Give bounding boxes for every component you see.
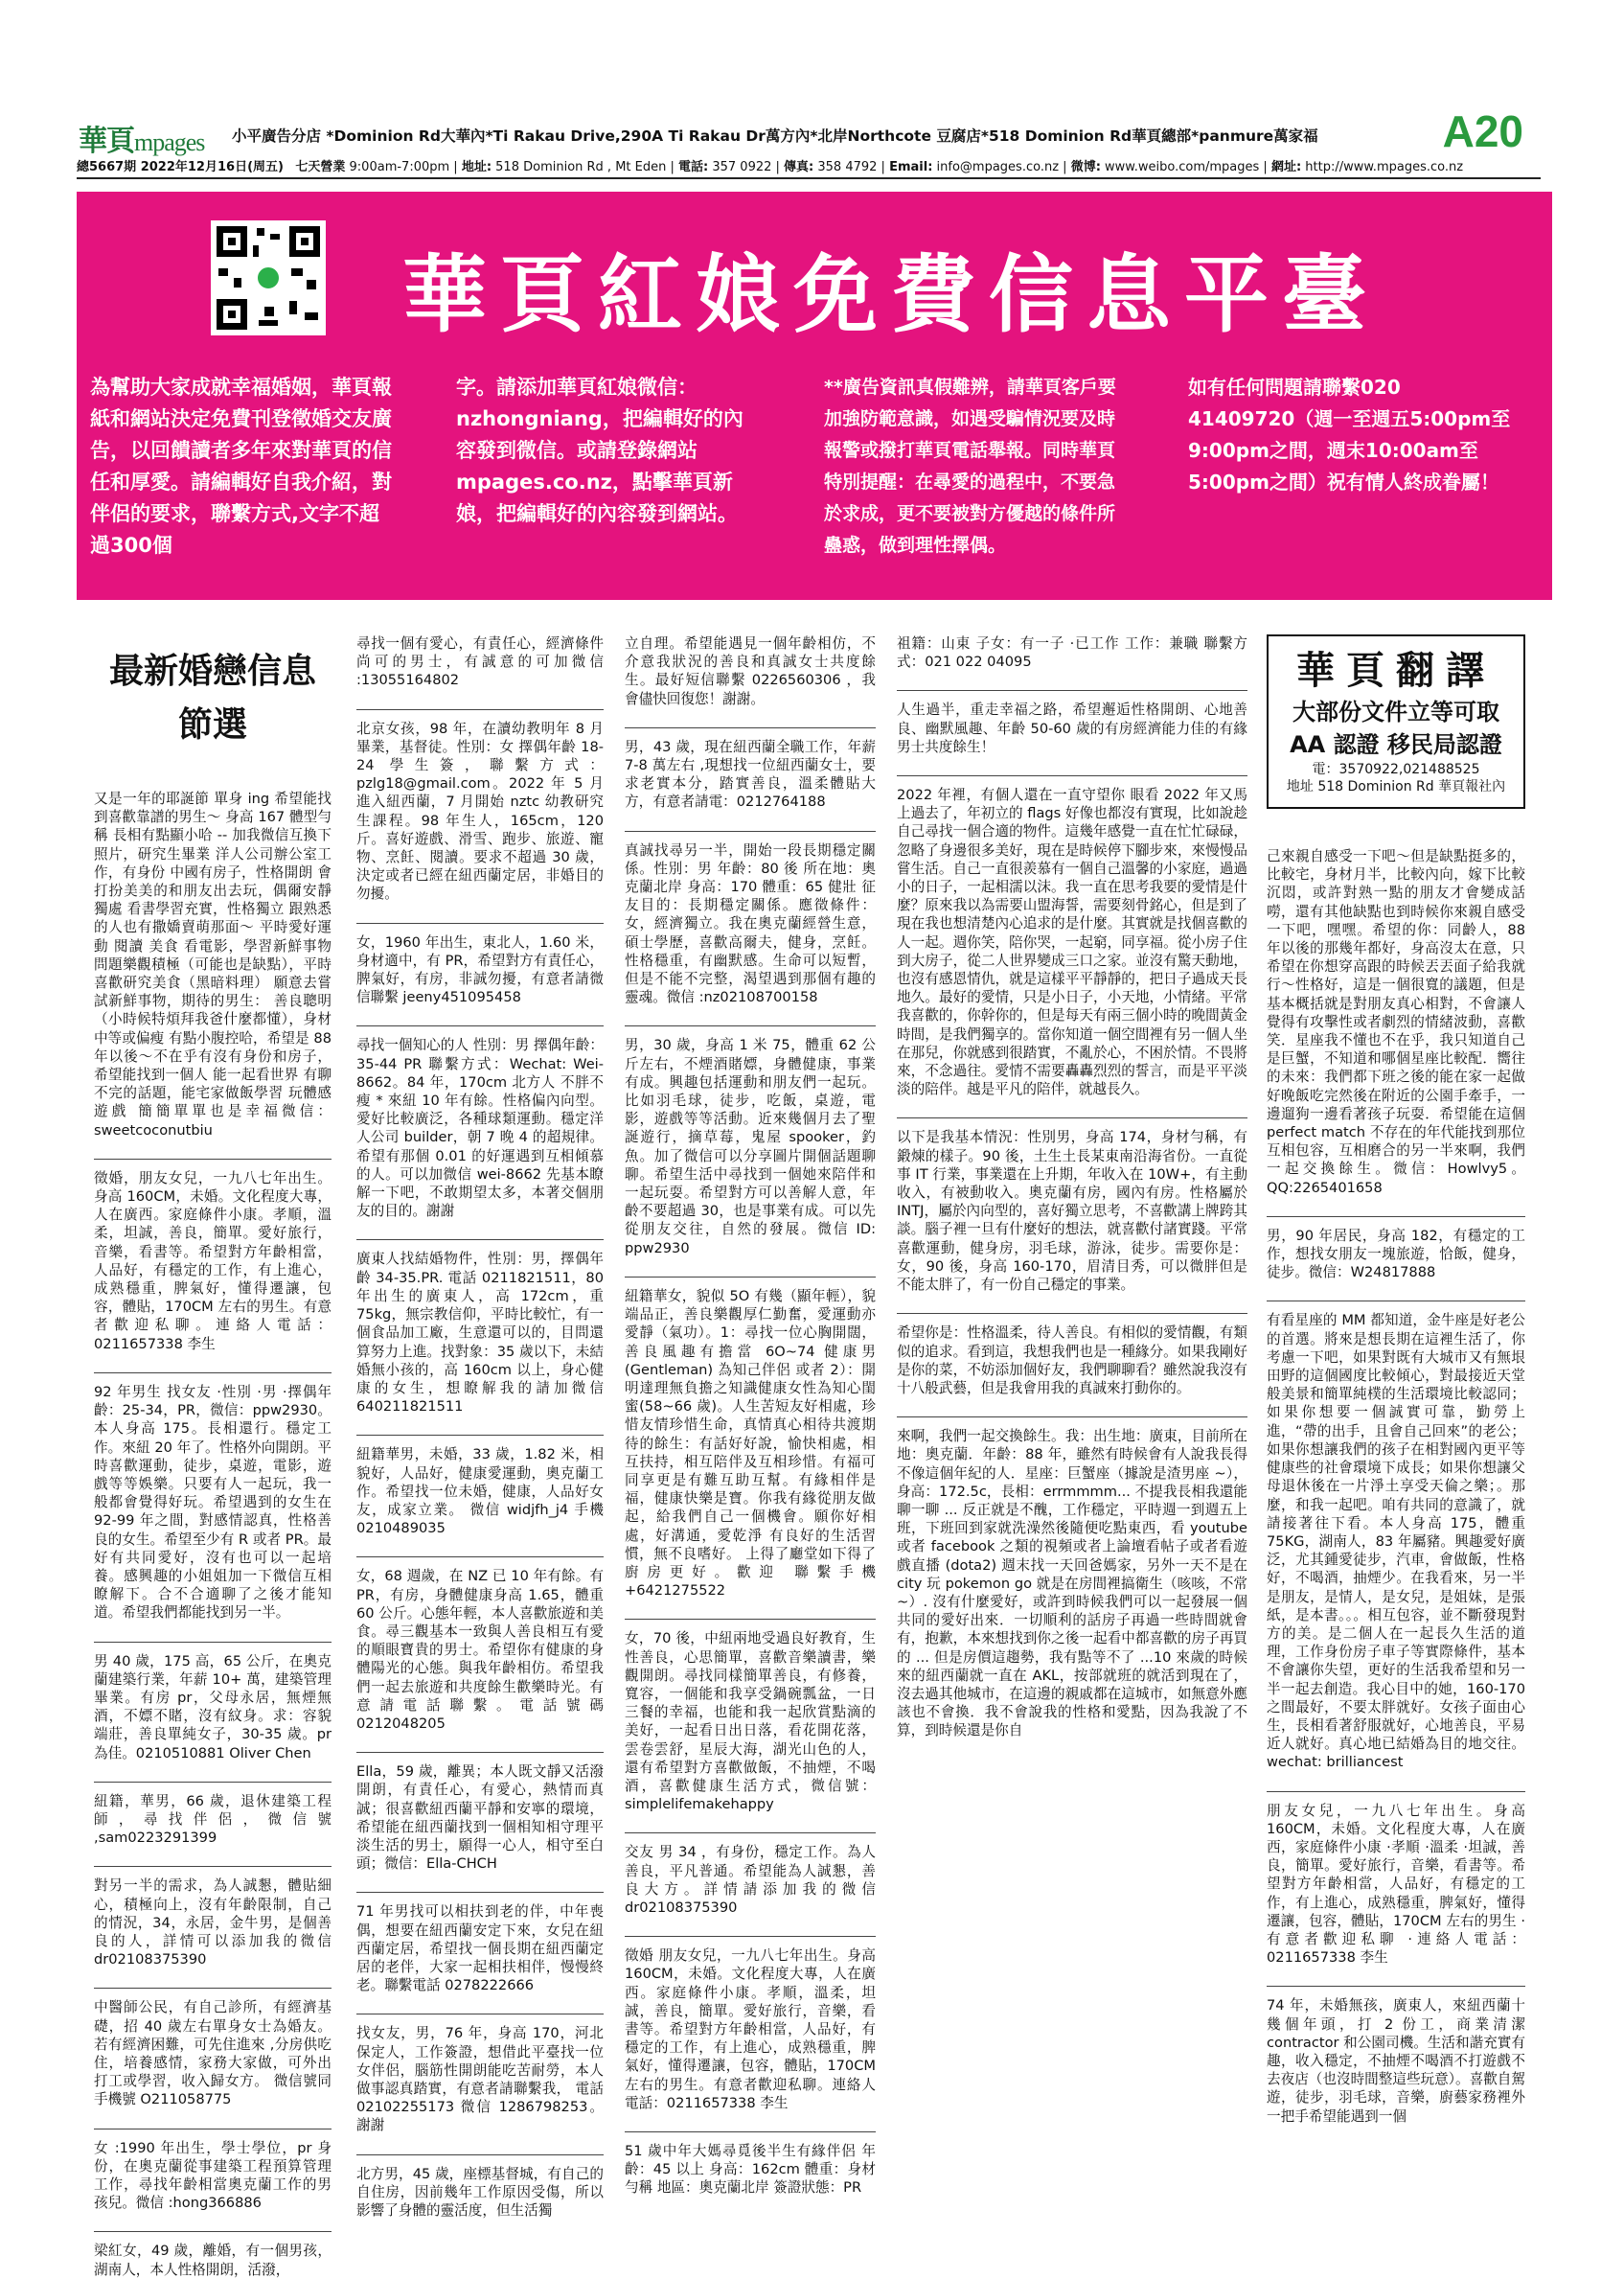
site: http://www.mpages.co.nz	[1305, 160, 1464, 174]
phone: 357 0922	[712, 160, 772, 174]
listing-column-4	[897, 634, 1247, 2244]
listing-divider	[625, 1025, 876, 1026]
personal-ad: 女，70 後，中紐兩地受過良好教育，生性善良，心思簡單，喜歡音樂讀書，樂觀開朗。尋找同樣簡單善良，有修養，寬容，一個能和我享受鍋碗瓢盆，一日三餐的幸福，也能和我一起欣賞點滴的美好，一起看日出日落，看花開花落，雲卷雲舒，星辰大海，湖光山色的人，還有希望對方喜歡做飯，不抽煙，不喝酒，喜歡健康生活方式，微信號：simplelifemakehappy	[625, 1630, 876, 1813]
hours: 9:00am-7:00pm	[349, 160, 450, 174]
personal-ad: 男，30 歲，身高 1 米 75，體重 62 公斤左右，不煙酒賭嫖，身體健康，事業有成。興趣包括運動和朋友們一起玩。比如羽毛球，徒步，吃飯，桌遊，電影，遊戲等等活動。近來幾個月去了聖誕遊行，摘草莓，鬼屋 spooker，釣魚。加了微信可以分享圖片開個話題聊聊。希望生活中尋找到一個她來陪伴和一起玩耍。希望對方可以善解人意，年齡不要超過 30，也是事業有成。可以先從朋友交往，自然的發展。微信 ID: ppw2930	[625, 1037, 876, 1256]
banner-title: 華頁紅娘免費信息平臺	[402, 245, 1381, 344]
personal-ad: 找女友，男，76 年，身高 170，河北保定人，工作簽證，想借此平臺找一位女伴侶，腦筋性開朗能吃苦耐勞，本人做事認真踏實，有意者請聯繫我， 電話 02102255173 微信 1286798253。謝謝	[356, 2025, 604, 2134]
translation-line-2: AA 認證 移民局認證	[1290, 731, 1502, 758]
personal-ad: 71 年男找可以相扶到老的伴，中年喪偶，想要在紐西蘭安定下來，女兒在紐西蘭定居，希望找一個長期在紐西蘭定居的老伴，大家一起相扶相伴，慢慢終老。聯繫電話 0278222666	[356, 1903, 604, 1994]
listing-divider	[625, 2131, 876, 2132]
personal-ad: 人生過半，重走幸福之路，希望邂逅性格開朗、心地善良、幽默風趣、年齡 50-60 歲的有房經濟能力佳的有緣男士共度餘生！	[897, 702, 1247, 755]
listing-divider	[897, 690, 1247, 691]
listing-divider	[356, 1892, 604, 1893]
weibo: www.weibo.com/mpages	[1105, 160, 1260, 174]
listing-divider	[356, 1752, 604, 1753]
personal-ad: 來啊，我們一起交換餘生。我：出生地：廣東，目前所在地：奧克蘭．年齡：88 年，雖然有時候會有人說我長得不像這個年紀的人．星座：巨蟹座（據說是渣男座 ~），身高：172.5c，長相：errmmmm... 不提我長相我還能聊一聊 ... 反正就是不醜，工作穩定，平時週一到週五上班，下班回到家就洗澡然後隨便吃點東西，看 youtube 或者 facebook 之類的視頻或者上論壇看帖子或者看遊戲直播 (dota2) 週末找一天回爸媽家，另外一天不是在 city 玩 pokemon go 就是在房間裡搞衛生（咳咳，不常 ~）. 沒有什麼愛好，或許到時候我們可以一起發展一個共同的愛好出來．一切順利的話房子再過一些時間就會有，抱歉，本來想找到你之後一起看中都喜歡的房子再買的 ... 但是房價這趨勢，我有點等不了 ...10 來歲的時候來的紐西蘭就一直在 AKL，按部就班的就活到現在了，沒去過其他城市，在這邊的親戚都在這城市，如無意外應該也不會換．我不會說我的性格和愛點，因為我說了不算，到時候還是你自	[897, 1428, 1247, 1739]
listing-divider	[897, 1416, 1247, 1417]
address-label: 地址:	[461, 160, 492, 174]
listing-divider	[94, 1988, 332, 1989]
listing-divider	[625, 727, 876, 728]
personal-ad: 紐籍，華男，66 歲，退休建築工程師，尋找伴侶，微信號 ,sam0223291399	[94, 1792, 332, 1847]
personal-ad: 女 :1990 年出生，學士學位，pr 身份，在奧克蘭從事建築工程預算管理工作，尋找年齡相當奧克蘭工作的男孩兒。微信 :hong366886	[94, 2139, 332, 2212]
listing-divider	[356, 1556, 604, 1557]
listing-divider	[94, 1782, 332, 1783]
listing-divider	[625, 1832, 876, 1833]
banner-warning: **廣告資訊真假難辨，請華頁客戶要加強防範意識，如遇受騙情況要及時報警或撥打華頁電話舉報。同時華頁特別提醒：在尋愛的過程中，不要急於求成，更不要被對方優越的條件所蠱惑，做到理性擇偶。	[824, 377, 1116, 556]
banner-wechat-instructions: 字。請添加華頁紅娘微信：nzhongniang，把編輯好的內容發到微信。或請登錄網站mpages.co.nz，點擊華頁新娘，把編輯好的內容發到網站。	[456, 376, 743, 525]
personal-ad: 51 歲中年大媽尋覓後半生有緣伴侶 年齡：45 以上 身高：162cm 體重：身材勻稱 地區：奧克蘭北岸 簽證狀態：PR	[625, 2143, 876, 2197]
listing-divider	[94, 1159, 332, 1160]
translation-line-1: 大部份文件立等可取	[1292, 699, 1499, 725]
site-label: 網址:	[1270, 160, 1302, 174]
personal-ad: 朋友女兒，一九八七年出生。身高 160CM，未婚。文化程度大專，人在廣西，家庭條件小康 ·孝順 ·溫柔 ·坦誠，善良，簡單。愛好旅行，音樂，看書等。希望對方年齡相當，人品好，有穩定的工作，有上進心，成熟穩重，脾氣好，懂得遷讓，包容，體貼，170CM 左右的男生 ·有意者歡迎私聊 ·連絡人電話：0211657338 李生	[1267, 1802, 1525, 1967]
personal-ad: 尋找一個有愛心，有責任心，經濟條件尚可的男士，有誠意的可加微信 :13055164802	[356, 635, 604, 689]
listing-divider	[625, 1619, 876, 1620]
hours-label: 七天營業	[295, 160, 346, 174]
personal-ad: 北京女孩，98 年，在讀幼教明年 8 月畢業，基督徒。性別：女 擇偶年齡 18-24 學生簽，聯繫方式：pzlg18@gmail.com。2022 年 5 月進入紐西蘭，7 月開始 nztc 幼教研究生課程。98 年生人，165cm，120 斤。喜好遊戲、滑雪、跑步、旅遊、寵物、烹飪、閱讀。要求不超過 30 歲，決定或者已經在紐西蘭定居，非婚目的勿擾。	[356, 720, 604, 903]
personal-ad: 74 年，未婚無孩，廣東人，來紐西蘭十幾個年頭，打 2 份工，商業清潔 contractor 和公園司機。生活和諧充實有趣，收入穩定，不抽煙不喝酒不打遊戲不去夜店（也沒時間整這些玩意）。喜歡自駕遊，徒步，羽毛球，音樂，廚藝家務裡外一把手希望能遇到一個	[1267, 1997, 1525, 2125]
personal-ad: 北方男，45 歲，座標基督城，有自己的自住房，因前幾年工作原因受傷，所以影響了身體的靈活度，但生活獨	[356, 2165, 604, 2220]
banner-intro: 為幫助大家成就幸福婚姻，華頁報紙和網站決定免費刊登徵婚交友廣告，以回饋讀者多年來對華頁的信任和厚愛。請編輯好自我介紹，對伴侶的要求，聯繫方式,文字不超過300個	[90, 376, 392, 557]
wechat-qr-code-icon	[211, 220, 326, 335]
personal-ad: 有看星座的 MM 都知道，金牛座是好老公的首選。將來是想長期在這裡生活了，你考慮一下吧，如果對既有大城市又有無垠田野的這個國度比較傾心，對最接近天堂般美景和簡單純樸的生活環境比較認同；如果你想要一個誠實可靠，勤勞上進，“帶的出手，且會自己回來”的老公；如果你想讓我們的孩子在相對國內更平等健康些的社會環境下成長；如果你想讓父母退休後在一片淨土享受天倫之樂；。那麼，和我一起吧。咱有共同的意識了，就請接著往下看。本人身高 175，體重 75KG，湖南人，83 年屬豬。興趣愛好廣泛，尤其鍾愛徒步，汽車，會做飯，性格好，不喝酒，抽煙少。在我看來，另一半是朋友，是情人，是女兒，是姐妹，是張紙，是本書。。。相互包容，並不斷發現對方的美。是二個人在一起長久生活的道理，工作身份房子車子等實際條件，基本不會讓你失望，更好的生活我希望和另一半一起去創造。我心目中的她，160-170 之間最好，不要太胖就好。女孩子面由心生，長相看著舒服就好，心地善良，平易近人就好。真心地已結婚為目的地交往。wechat: brilliancest	[1267, 1312, 1525, 1771]
translation-phone: 電：3570922,021488525	[1312, 762, 1480, 777]
listing-divider	[356, 1025, 604, 1026]
translation-service-ad	[1267, 634, 1525, 809]
listing-divider	[356, 709, 604, 710]
listing-divider	[356, 1435, 604, 1436]
issue-info: 總5667期 2022年12月16日(周五)	[77, 160, 284, 174]
personal-ad: 男 40 歲，175 高，65 公斤，在奧克蘭建築行業，年薪 10+ 萬，建築管理畢業。有房 pr，父母永居，無煙無酒，不嫖不賭，沒有紋身。求：容貌端莊，善良單純女子，30-35 歲。pr 為佳。0210510881 Oliver Chen	[94, 1652, 332, 1761]
personal-ad: 祖籍：山東 子女：有一子 ·已工作 工作：兼職 聯繫方式：021 022 04095	[897, 635, 1247, 671]
personal-ad: 立自理。希望能遇見一個年齡相仿，不介意我狀況的善良和真誠女士共度餘生。最好短信聯繫 0226560306 ，我會儘快回復您！謝謝。	[625, 635, 876, 707]
listing-divider	[897, 775, 1247, 776]
listing-divider	[897, 1117, 1247, 1118]
personal-ad: 以下是我基本情況：性別男，身高 174，身材勻稱，有鍛煉的樣子。90 後，土生土長某東南沿海省份。一直從事 IT 行業，事業還在上升期，年收入在 10W+，有主動收入，有被動收入。奧克蘭有房，國內有房。性格屬於 INTJ，屬於內向型的，喜好獨立思考，不喜歡講上牌跨其談。腦子裡一旦有什麼好的想法，就喜歡付諸實踐。平常喜歡運動，健身房，羽毛球，游泳，徒步。需要你是：女，90 後，身高 160-170，眉清目秀，可以微胖但是不能太胖了，有一份自己穩定的事業。	[897, 1129, 1247, 1294]
matchmaking-banner	[77, 192, 1552, 600]
section-heading: 最新婚戀信息節選	[108, 651, 316, 745]
banner-contact: 如有任何問題請聯繫020 41409720（週一至週五5:00pm至9:00pm之間，週末10:00am至5:00pm之間）祝有情人終成眷屬！	[1188, 376, 1511, 494]
listing-column-2	[356, 634, 604, 2244]
personal-ad: 紐籍華女，貌似 5O 有幾（顯年輕），貌端品正，善良樂觀厚仁勤奮，愛運動亦愛靜（氣功）。1：尋找一位心胸開闊，善良風趣有擔當 6O~74 健康男(Gentleman) 為知己伴侶 或者 2）：開明達理無負擔之知識健康女性為知心閨蜜(58~66 歲)。人生苦短友好相處，珍惜友情珍惜生命，真情真心相待共渡期待的餘生：有話好好說，愉快相處，相互扶持，相互陪伴及互相珍惜。有福可同享更是有難互助互幫。有緣相伴是福，健康快樂是寶。你我有緣從朋友做起，給我們自己一個機會。願你好相處，好溝通，愛乾淨 有良好的生活習慣，無不良嗜好。 上得了廳堂如下得了廚房更好。歡迎 聯繫手機 +6421275522	[625, 1287, 876, 1600]
personal-ad: 對另一半的需求，為人誠懇，體貼細心，積極向上，沒有年齡限制，自己的情況，34，永居，金牛男，是個善良的人，詳情可以添加我的微信 dr02108375390	[94, 1877, 332, 1968]
personal-ad: 徵婚，朋友女兒，一九八七年出生。身高 160CM，未婚。文化程度大專，人在廣西。家庭條件小康。孝順，溫柔，坦誠，善良，簡單。愛好旅行，音樂，看書等。希望對方年齡相當，人品好，有穩定的工作，有上進心，成熟穩重，脾氣好，懂得遷讓，包容，體貼，170CM 左右的男生。有意者歡迎私聊。連絡人電話：0211657338 李生	[94, 1169, 332, 1352]
listing-divider	[356, 1239, 604, 1240]
listing-divider	[356, 923, 604, 924]
weibo-label: 微博:	[1070, 160, 1101, 174]
personal-ad: Ella，59 歲，離異；本人既文靜又活潑開朗，有責任心，有愛心，熱情而真誠；很喜歡紐西蘭平靜和安寧的環境，希望能在紐西蘭找到一個相知相守理平淡生活的男士，願得一心人，相守至白頭；微信：Ella-CHCH	[356, 1763, 604, 1873]
fax: 358 4792	[817, 160, 878, 174]
page-number: A20	[1442, 106, 1523, 156]
email: info@mpages.co.nz	[936, 160, 1060, 174]
fax-label: 傳真:	[784, 160, 814, 174]
translation-title: 華頁翻譯	[1296, 649, 1496, 693]
personal-ad: 男，90 年居民，身高 182，有穩定的工作，想找女朋友一塊旅遊，恰飯，健身，徒步。微信：W24817888	[1267, 1227, 1525, 1281]
listing-divider	[356, 2154, 604, 2155]
personal-ad: 女，1960 年出生，東北人，1.60 米，身材適中，有 PR，希望對方有責任心，脾氣好，有房，非誠勿擾，有意者請微信聯繫 jeeny451095458	[356, 933, 604, 1006]
personal-ad: 己來親自感受一下吧～但是缺點挺多的，比較宅，身材月半，比較內向，嫁下比較沉悶，或許對熟一點的朋友才會變成話嘮，還有其他缺點也到時候你來親自感受一下吧，嘿嘿。希望的你：同齡人，88 年以後的那幾年都好，身高沒太在意，只希望在你想穿高跟的時候丟丟面子給我就行～性格好，這是一個很寬的議題，但是基本概括就是對朋友真心相對，不會讓人覺得有攻擊性或者劇烈的情緒波動，喜歡笑．星座我不懂也不在乎，我只知道自己是巨蟹，不知道和哪個星座比較配．嚮往的未來：我們都下班之後的能在家一起做好晚飯吃完然後在附近的公園手牽手，一邊遛狗一邊看著孩子玩耍．希望能在這個 perfect match 不存在的年代能找到那位互相包容，互相磨合的另一半來啊，我們一起交換餘生。微信：Howlvy5。QQ:2265401658	[1267, 848, 1525, 1196]
listing-divider	[94, 2231, 332, 2232]
listing-divider	[94, 1866, 332, 1867]
personal-ad: 尋找一個知心的人 性別：男 擇偶年齡：35-44 PR 聯繫方式：Wechat: Wei-8662。84 年，170cm 北方人 不胖不瘦 * 來紐 10 年有餘。性格偏內向型。愛好比較廣泛，各種球類運動。穩定洋人公司 builder，朝 7 晚 4 的超規律。希望有那個 0.01 的好運遇到互相傾慕的人。可以加微信 wei-8662 先基本瞭解一下吧，不敢期望太多，本著交個朋友的目的。謝謝	[356, 1037, 604, 1220]
email-label: Email:	[889, 160, 933, 174]
personal-ad: 女，68 週歲，在 NZ 已 10 年有餘。有 PR，有房，身體健康身高 1.65，體重 60 公斤。心態年輕，本人喜歡旅遊和美食。尋三觀基本一致與人善良相互有愛的順眼寶貴的男士。希望你有健康的身體陽光的心態。與我年齡相仿。希望我們一起去旅遊和共度餘生歡樂時光。有意請電話聯繫。電話號碼 0212048205	[356, 1568, 604, 1732]
personal-ad: 92 年男生 找女友 ·性別 ·男 ·擇偶年齡：25-34，PR，微信：ppw2930。本人身高 175。長相還行。穩定工作。來紐 20 年了。性格外向開朗。平時喜歡運動，徒步，桌遊，電影，遊戲等等娛樂。只要有人一起玩，我一般都會覺得好玩。希望遇到的女生在 92-99 年之間，對感情認真，性格善良的女生。希望至少有 R 或者 PR。最好有共同愛好，沒有也可以一起培養。感興趣的小姐姐加一下微信互相瞭解下。合不合適聊了之後才能知道。希望我們都能找到另一半。	[94, 1383, 332, 1622]
listing-divider	[94, 1372, 332, 1373]
personal-ad: 又是一年的耶誕節 單身 ing 希望能找到喜歡靠譜的男生～ 身高 167 體型勻稱 長相有點顯小哈 -- 加我微信互換下照片，研究生畢業 洋人公司辦公室工作，有身份 中國有房子，性格開朗 會打扮美美的和朋友出去玩，偶爾安靜獨處 看書學習充實，性格獨立 跟熟悉的人也有撒嬌賣萌那面～ 平時愛好運動 閱讀 美食 看電影，學習新鮮事物 問題樂觀積極（可能也是缺點），平時喜歡研究美食（黑暗料理） 願意去嘗試新鮮事物，期待的男生： 善良聰明（小時候特煩拜我爸什麼都懂），身材中等或偏瘦 有點小腹控哈，希望是 88 年以後～不在乎有沒有身份和房子，希望能找到一個人 能一起看世界 有聊不完的話題，能宅家做飯學習 玩體感遊戲 簡簡單單也是幸福微信：sweetcoconutbiu	[94, 791, 332, 1139]
mpages-logo: 華頁mpages	[79, 125, 205, 158]
personal-ad: 中醫師公民，有自己診所，有經濟基礎，招 40 歲左右單身女士為婚友。 若有經濟困難，可先住進來 ,分房供吃住，培養感情，家務大家做，可外出打工或學習，收入歸女方。 微信號同手機號 O211058775	[94, 1999, 332, 2108]
personal-ad: 2022 年裡，有個人還在一直守望你 眼看 2022 年又馬上過去了，年初立的 flags 好像也都沒有實現，比如說趁自己尋找一個合適的物件。這幾年感覺一直在忙忙碌碌，忽略了身邊很多美好，現在是時候停下腳步來，來慢慢品嘗生活。自己一直很羨慕有一個自己溫馨的小家庭，過過小的日子，一起相濡以沫。我一直在思考我要的愛情是什麼？原來我以為需要山盟海誓，需要刻骨銘心，但是到了現在我也想清楚內心追求的是什麼。其實就是找個喜歡的人一起。週你笑，陪你哭，一起窮，同享福。從小房子住到大房子，從二人世界變成三口之家。並沒有驚天動地，也沒有感恩情仇，就是這樣平平靜靜的，把日子過成天長地久。最好的愛情，只是小日子，小天地，小情緒。平常我喜歡的，你幹你的，但是每天有兩三個小時的晚間黃金時間，是我們獨享的。當你知道一個空間裡有另一個人坐在那兒，你就感到很踏實，不亂於心，不困於情。不畏將來，不念過往。愛情不需要轟轟烈烈的誓言，而是平平淡淡的陪伴。越是平凡的陪伴，就越長久。	[897, 787, 1247, 1098]
listing-divider	[625, 1936, 876, 1937]
info-bar: 總5667期 2022年12月16日(周五) 七天營業 9:00am-7:00pm | 地址: 518 Dominion Rd , Mt Eden | 電話: 357 0922 | 傳真: 358 4792 | Email: info@mpages.co.nz | 微博: www.weibo.com/mpages | 網址: http://www.mpages.co.nz	[77, 156, 1541, 179]
listing-divider	[897, 1313, 1247, 1314]
listing-column-1	[94, 634, 332, 2278]
listing-divider	[94, 1642, 332, 1643]
personal-ad: 希望你是：性格溫柔，待人善良。有相似的愛情觀，有類似的追求。看到這，我想我們也是一種緣分。如果我剛好是你的菜，不妨添加個好友，我們聊聊看？雖然說我沒有十八般武藝，但是我會用我的真誠來打動你的。	[897, 1324, 1247, 1396]
listing-divider	[625, 831, 876, 832]
personal-ad: 真誠找尋另一半，開始一段長期穩定關係。性別：男 年齡：80 後 所在地：奧克蘭北岸 身高：170 體重：65 健壯 征友目的：長期穩定關係。應徵條件：女，經濟獨立。我在奧克蘭經營生意，碩士學歷，喜歡高爾夫，健身，烹飪。性格穩重，有幽默感。生命可以短暫，但是不能不完整，渴望遇到那個有趣的靈魂。微信 :nz02108700158	[625, 841, 876, 1006]
personal-ad: 紐籍華男，未婚，33 歲，1.82 米，相貌好，人品好，健康愛運動，奧克蘭工作。希望找一位未婚，健康，人品好女友，成家立業。 微信 widjfh_j4 手機 0210489035	[356, 1446, 604, 1537]
personal-ad: 梁紅女，49 歲，離婚，有一個男孩，湖南人，本人性格開朗，活潑，	[94, 2243, 332, 2278]
address: 518 Dominion Rd , Mt Eden	[495, 160, 667, 174]
personal-ad: 廣東人找結婚物件，性別：男，擇偶年齡 34-35.PR. 電話 0211821511，80 年出生的廣東人，高 172cm，重 75kg，無宗教信仰，平時比較忙，有一個食品加工廠，生意還可以的，目問還算努力上進。找對象：35 歲以下，未結婚無小孩的，高 160cm 以上，身心健康的女生，想瞭解我的請加微信 640211821511	[356, 1251, 604, 1416]
listing-divider	[625, 1277, 876, 1278]
personal-ad: 男，43 歲，現在紐西蘭全職工作，年薪 7-8 萬左右 ,現想找一位紐西蘭女士，要求老實本分，踏實善良，溫柔體貼大方，有意者請電：0212764188	[625, 738, 876, 811]
listing-column-3	[625, 634, 876, 2244]
listing-column-5	[1267, 634, 1525, 2244]
branch-list: 小平廣告分店 *Dominion Rd大華內*Ti Rakau Drive,290A Ti Rakau Dr萬方內*北岸Northcote 豆腐店*518 Dominion Rd華頁總部*panmure萬家福	[232, 127, 1318, 145]
listing-divider	[1267, 1986, 1525, 1987]
phone-label: 電話:	[678, 160, 709, 174]
listing-divider	[1267, 1791, 1525, 1792]
personal-ad: 徵婚 朋友女兒，一九八七年出生。身高 160CM，未婚。文化程度大專，人在廣西。家庭條件小康。孝順，溫柔，坦誠，善良，簡單。愛好旅行，音樂，看書等。希望對方年齡相當，人品好，有穩定的工作，有上進心，成熟穩重，脾氣好，懂得遷讓，包容，體貼，170CM 左右的男生。有意者歡迎私聊。連絡人電話：0211657338 李生	[625, 1947, 876, 2111]
listing-divider	[1267, 1216, 1525, 1217]
translation-address: 地址 518 Dominion Rd 華頁報社內	[1286, 779, 1506, 794]
personal-ad: 交友 男 34 ，有身份，穩定工作。為人善良，平凡普通。希望能為人誠懇，善良大方。詳情請添加我的微信 dr02108375390	[625, 1844, 876, 1916]
